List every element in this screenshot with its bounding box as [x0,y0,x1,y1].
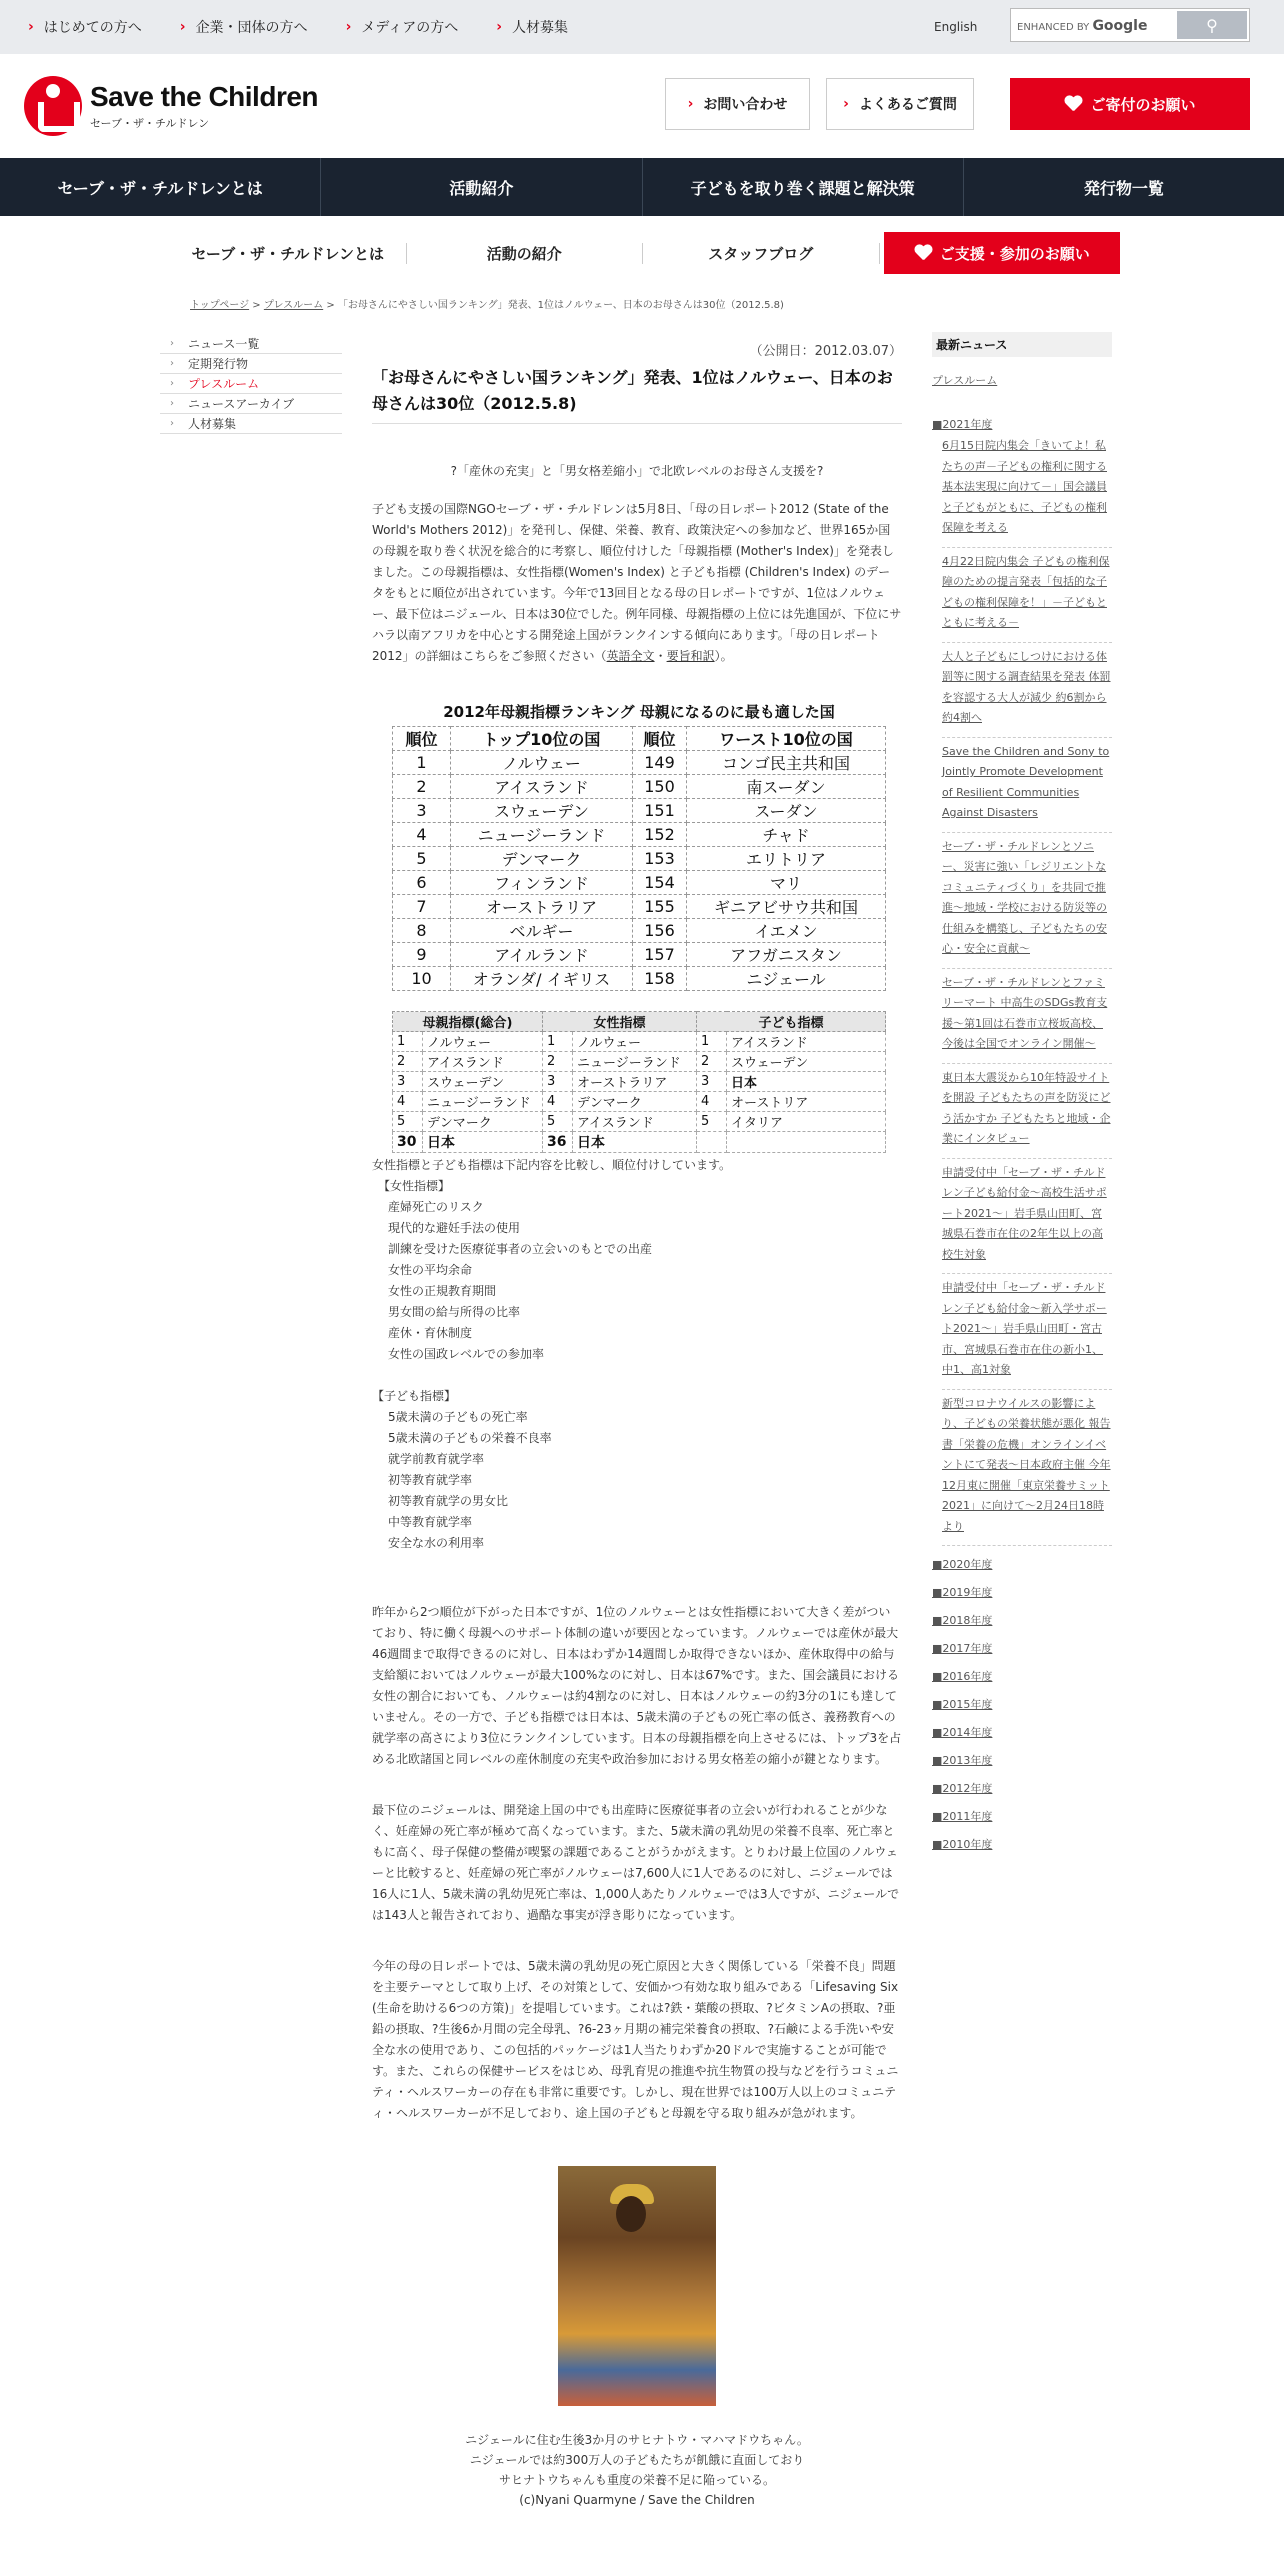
table-cell: 158 [633,967,687,991]
table-cell: 153 [633,847,687,871]
table-cell: イエメン [687,919,886,943]
list-item: 中等教育就学率 [388,1515,473,1529]
table-cell: エリトリア [687,847,886,871]
list-item: 女性の正規教育期間 [388,1284,497,1298]
table-cell: ニュージーランド [451,823,633,847]
table-cell: オランダ/ イギリス [451,967,633,991]
news-item-link[interactable]: 6月15日院内集会「きいてよ！私たちの声－子どもの権利に関する基本法実現に向けて－」国会議員と子どもがともに、子どもの権利保障を考える [942,436,1112,548]
table-cell [727,1132,886,1153]
table-cell: フィンランド [451,871,633,895]
table-cell: 154 [633,871,687,895]
table-cell: ベルギー [451,919,633,943]
leftnav-recruit[interactable] [160,414,342,434]
table-cell: 1 [543,1032,573,1052]
right-sidebar [932,332,1112,1852]
list-item: 女性の平均余命 [388,1263,473,1277]
top-link-recruit[interactable] [496,17,568,37]
table-header: トップ10位の国 [451,727,633,751]
chevron-right-icon: › [170,358,174,369]
leftnav-news-list[interactable] [160,334,342,354]
year-archive-link[interactable]: ■2010年度 [932,1838,993,1851]
table-row [393,1092,886,1112]
list-item: 訓練を受けた医療従事者の立会いのもとでの出産 [388,1242,653,1256]
caption-line: ニジェールでは約300万人の子どもたちが飢餓に直面しており [469,2453,805,2467]
table-cell: オーストリア [727,1092,886,1112]
separator: ・ [654,649,667,663]
list-item: 安全な水の利用率 [388,1536,485,1550]
english-link[interactable]: English [934,20,978,34]
chevron-right-icon: › [179,19,186,35]
child-index-items [372,1407,902,1554]
subnav-activities[interactable]: 活動の紹介 [407,243,644,264]
table-row [393,895,886,919]
table-cell: アイスランド [727,1032,886,1052]
table-cell: 5 [543,1112,573,1132]
leftnav-label: プレスルーム [188,377,260,391]
list-item: 現代的な避妊手法の使用 [388,1221,521,1235]
table-cell: ノルウェー [423,1032,543,1052]
leftnav-periodicals[interactable] [160,354,342,374]
article-paragraph: 最下位のニジェールは、開発途上国の中でも出産時に医療従事者の立会いが行われることが少なく、妊産婦の死亡率が極めて高くなっています。また、5歳未満の乳幼児の栄養不良率、死亡率ともに高く、母子保健の整備が喫緊の課題であることがうかがえます。とりわけ最上位国のノルウェーと比較すると、妊産婦の死亡率がノルウェーは7,600人に1人であるのに対し、ニジェールでは16人に1人、5歳未満の乳幼児死亡率は、1,000人あたりノルウェーでは3人ですが、ニジェールでは143人と報告されており、過酷な事実が浮き彫りになっています。 [372,1803,900,1922]
table-cell: スウェーデン [451,799,633,823]
summary-translation-link[interactable]: 要旨和訳 [666,649,715,663]
year-archive-link[interactable]: ■2017年度 [932,1642,993,1655]
year-archive-list [932,1556,1112,1852]
index-table-body [393,1032,886,1153]
paragraph-end: ）。 [714,649,733,663]
table-cell: 30 [393,1132,423,1153]
press-room-link[interactable]: プレスルーム [932,374,998,387]
top-link-label: はじめての方へ [43,20,142,36]
article-paragraph: 今年の母の日レポートでは、5歳未満の乳幼児の死亡原因と大きく関係している「栄養不良」問題を主要テーマとして取り上げ、その対策として、安価かつ有効な取り組みである「Lifesaving Six (生命を助ける6つの方策)」を提唱しています。これは?鉄・葉酸の摂取、?ビタミンAの摂取、?亜鉛の摂取、?生後6か月間の完全母乳、?6-23ヶ月期の補完栄養食の摂取、?石鹸による手洗いや安全な水の使用であり、この包括的パッケージは1人当たりわずか20ドルで実施することが可能です。また、これらの保健サービスをはじめ、母乳育児の推進や抗生物質の投与などを行うコミュニティ・ヘルスワーカーの存在も非常に重要です。しかし、現在世界では100万人以上のコミュニティ・ヘルスワーカーが不足しており、途上国の子どもと母親を守る取り組みが急がれます。 [372,1959,899,2120]
article-subtitle: ?「産休の充実」と「男女格差縮小」で北欧レベルのお母さん支援を? [450,464,824,478]
year-2021-link[interactable]: ■2021年度 [932,418,993,431]
support-label: ご支援・参加のお願い [939,244,1090,263]
leftnav-label: ニュース一覧 [188,337,260,351]
news-item-link[interactable]: 申請受付中「セーブ・ザ・チルドレン子ども給付金～新入学サポート2021～」岩手県山田町・宮古市、宮城県石巻市在住の新小1、中1、高1対象 [942,1278,1112,1390]
leftnav-label: 人材募集 [188,417,237,431]
table-cell: 1 [697,1032,727,1052]
table-cell: 4 [393,1092,423,1112]
subnav-staff-blog[interactable]: スタッフブログ [643,243,880,264]
table-header: 順位 [633,727,687,751]
face [616,2196,646,2232]
breadcrumb-press[interactable]: プレスルーム [263,300,324,311]
donate-button[interactable] [1010,78,1250,130]
table-cell: 4 [697,1092,727,1112]
top-link-label: メディアの方へ [361,20,459,36]
caption-line: ニジェールに住む生後3か月のサヒナトウ・マハマドウちゃん。 [465,2433,809,2447]
breadcrumb: トップページ > プレスルーム > 「お母さんにやさしい国ランキング」発表、1位はノルウェー、日本のお母さんは30位（2012.5.8) [190,300,784,311]
latest-news-heading: 最新ニュース [932,332,1112,357]
donate-label: ご寄付のお願い [1090,95,1196,114]
table-row [393,1112,886,1132]
table-cell: 南スーダン [687,775,886,799]
table-header: 子ども指標 [697,1012,886,1032]
chevron-right-icon: › [170,338,174,349]
google-brand: Google [1092,18,1148,34]
table-cell: オーストラリア [573,1072,697,1092]
table-cell: 1 [393,751,451,775]
list-item: 5歳未満の子どもの栄養不良率 [388,1431,552,1445]
table-cell: ニュージーランド [423,1092,543,1112]
table-header-row [393,1012,886,1032]
news-item-link[interactable]: 申請受付中「セーブ・ザ・チルドレン子ども給付金～高校生活サポート2021～」岩手県山田町、宮城県石巻市在住の2年生以上の高校生対象 [942,1163,1112,1275]
table-cell: アイスランド [573,1112,697,1132]
year-archive-link[interactable]: ■2014年度 [932,1726,993,1739]
leftnav-press-room[interactable] [160,374,342,394]
ranking-table-body [393,751,886,991]
caption-line: サヒナトウちゃんも重度の栄養不足に陥っている。 [498,2473,775,2487]
table-header: 母親指標(総合) [393,1012,543,1032]
mother-child-photo [558,2166,716,2406]
table-cell: 36 [543,1132,573,1153]
leftnav-label: 定期発行物 [188,357,249,371]
logo-icon [24,76,82,136]
top-link-media[interactable] [346,17,459,37]
news-item-link[interactable]: セーブ・ザ・チルドレンとファミリーマート 中高生のSDGs教育支援～第1回は石巻市立桜坂高校、今後は全国でオンライン開催～ [942,973,1112,1064]
contact-button[interactable] [665,78,810,130]
table-row [393,1032,886,1052]
leftnav-label: ニュースアーカイブ [188,397,295,411]
search-button[interactable] [1177,11,1247,39]
table-row [393,919,886,943]
top-link-label: 人材募集 [512,20,569,36]
top-link-beginners[interactable] [28,17,142,37]
table-cell: 日本 [727,1072,886,1092]
table-cell: チャド [687,823,886,847]
indicator-list [372,1155,902,1554]
table-cell: ギニアビサウ共和国 [687,895,886,919]
table-cell: デンマーク [423,1112,543,1132]
table-row [393,847,886,871]
table-cell: 3 [697,1072,727,1092]
index-table [392,1011,886,1153]
chevron-right-icon: › [28,19,34,35]
table-cell: ニジェール [687,967,886,991]
table-cell: デンマーク [451,847,633,871]
table-cell: アイルランド [451,943,633,967]
table-cell: 2 [697,1052,727,1072]
table-cell: 152 [633,823,687,847]
leftnav-news-archive[interactable] [160,394,342,414]
table-cell: 5 [393,847,451,871]
news-item-link[interactable]: セーブ・ザ・チルドレンとソニー、災害に強い「レジリエントなコミュニティづくり」を共同で推進～地域・学校における防災等の仕組みを構築し、子どもたちの安心・安全に貢献～ [942,837,1112,969]
table-cell: 6 [393,871,451,895]
women-index-items [372,1197,902,1365]
heart-icon [1064,96,1082,112]
photo-caption [372,2430,902,2510]
news-item-link[interactable]: 大人と子どもにしつけにおける体罰等に関する調査結果を発表 体罰を容認する大人が減少 約6割から約4割へ [942,647,1112,738]
table-cell: 日本 [423,1132,543,1153]
table-cell: デンマーク [573,1092,697,1112]
nav-publications[interactable]: 発行物一覧 [1083,178,1164,198]
paragraph-text: 子ども支援の国際NGOセーブ・ザ・チルドレンは5月8日、「母の日レポート2012 (State of the World's Mothers 2012)」を発刊し、保健、栄養、教育、政策決定への参加など、世界165か国の母親を取り巻く状況を総合的に考察し、順位付けした「母親指標 (Mother's Index)」を発表しました。この母親指標は、女性指標(Women's Index) と子ども指標 (Children's Index) のデータをもとに順位が出されています。今年で13回目となる母の日レポートですが、1位はノルウェー、最下位はニジェール、日本は30位でした。例年同様、母親指標の上位には先進国が、下位にサハラ以南アフリカを中心とする開発途上国がランクインする傾向にあります。「母の日レポート2012」の詳細はこちらをご参照ください（ [372,502,902,663]
table-cell: 4 [543,1092,573,1112]
table-cell: 5 [697,1112,727,1132]
logo-text-jp: セーブ・ザ・チルドレン [90,117,210,130]
news-item-link[interactable]: 新型コロナウイルスの影響により、子どもの栄養状態が悪化 報告書「栄養の危機」オンラインイベントにて発表～日本政府主催 今年12月東に開催「東京栄養サミット2021」に向けて～2月24日18時より [942,1394,1112,1547]
list-item: 初等教育就学の男女比 [388,1494,509,1508]
table-row [393,1052,886,1072]
contact-label: お問い合わせ [703,97,788,113]
table-cell: オーストラリア [451,895,633,919]
table-cell: 2 [393,1052,423,1072]
indicator-intro: 女性指標と子ども指標は下記内容を比較し、順位付けしています。 [372,1158,732,1172]
subnav-support-button[interactable] [884,232,1120,274]
article-paragraph: 昨年から2つ順位が下がった日本ですが、1位のノルウェーとは女性指標において大きく差がついており、特に働く母親へのサポート体制の違いが要因となっています。ノルウェーでは産休が最大46週間まで取得できるのに対し、日本はわずか14週間しか取得できないほか、産休取得中の給与支給額においてはノルウェーが最大100%なのに対し、日本は67%です。また、国会議員における女性の割合においても、ノルウェーは約4割なのに対し、日本はノルウェーの約3分の1にも達していません。その一方で、子ども指標では日本は、5歳未満の子どもの死亡率の低さ、義務教育への就学率の高さにより3位にランクインしています。日本の母親指標を向上させるには、トップ3を占める北欧諸国と同レベルの産休制度の充実や政治参加における男女格差の縮小が鍵となります。 [372,1605,902,1766]
site-header [0,54,1284,158]
search-hint: ENHANCED BY [1017,22,1090,33]
list-item: 女性の国政レベルでの参加率 [388,1347,545,1361]
chevron-right-icon: › [170,398,174,409]
article-title: 「お母さんにやさしい国ランキング」発表、1位はノルウェー、日本のお母さんは30位（2012.5.8) [372,365,902,424]
table-header: 女性指標 [543,1012,697,1032]
heart-icon [914,245,932,261]
year-archive-link[interactable]: ■2018年度 [932,1614,993,1627]
child-index-heading: 【子ども指標】 [372,1389,457,1403]
article [372,340,902,2510]
table-cell: 7 [393,895,451,919]
table-header: 順位 [393,727,451,751]
news-item-link[interactable]: Save the Children and Sony to Jointly Promote Development of Resilient Communities Against Disasters [942,742,1112,833]
table-cell: スウェーデン [423,1072,543,1092]
year-archive-link[interactable]: ■2019年度 [932,1586,993,1599]
publish-date: （公開日：2012.03.07） [749,344,902,359]
ranking-table-title: 2012年母親指標ランキング 母親になるのに最も適した国 [443,703,835,721]
list-item: 産婦死亡のリスク [388,1200,484,1214]
table-cell: ニュージーランド [573,1052,697,1072]
table-cell: 150 [633,775,687,799]
table-cell: 151 [633,799,687,823]
table-cell: ノルウェー [573,1032,697,1052]
search-input[interactable] [1011,9,1175,41]
top-link-label: 企業・団体の方へ [195,20,308,36]
news-item-link[interactable]: 東日本大震災から10年特設サイトを開設 子どもたちの声を防災にどう活かすか 子どもたちと地域・企業にインタビュー [942,1068,1112,1159]
chevron-right-icon: › [170,378,174,389]
table-cell: 日本 [573,1132,697,1153]
table-cell: マリ [687,871,886,895]
chevron-right-icon: › [345,19,352,35]
ranking-table [392,726,886,991]
table-cell: 157 [633,943,687,967]
table-cell: コンゴ民主共和国 [687,751,886,775]
table-cell: 4 [393,823,451,847]
chevron-right-icon: › [170,418,174,429]
table-cell: ノルウェー [451,751,633,775]
nav-about[interactable]: セーブ・ザ・チルドレンとは [0,158,321,216]
faq-label: よくあるご質問 [858,97,957,113]
news-list [932,436,1112,1546]
table-cell: 3 [543,1072,573,1092]
search-icon: ⚲ [1206,15,1218,35]
year-archive-link[interactable]: ■2012年度 [932,1782,993,1795]
table-row [393,751,886,775]
table-cell: 155 [633,895,687,919]
table-cell: アイスランド [451,775,633,799]
table-row [393,871,886,895]
table-row [393,775,886,799]
ranking-table-block [392,701,886,1153]
english-fulltext-link[interactable]: 英語全文 [606,649,655,663]
faq-button[interactable] [826,78,974,130]
table-cell [697,1132,727,1153]
news-item-link[interactable]: 4月22日院内集会 子どもの権利保障のための提言発表「包括的な子どもの権利保障を！」－子どもとともに考える－ [942,552,1112,643]
table-cell: 8 [393,919,451,943]
table-cell: 156 [633,919,687,943]
site-search [1010,8,1250,42]
table-cell: 149 [633,751,687,775]
list-item: 男女間の給与所得の比率 [388,1305,521,1319]
table-cell: アフガニスタン [687,943,886,967]
list-item: 産休・育休制度 [388,1326,473,1340]
table-row [393,1072,886,1092]
list-item: 就学前教育就学率 [388,1452,485,1466]
table-cell: 10 [393,967,451,991]
table-row [393,943,886,967]
table-cell: 2 [543,1052,573,1072]
main-navigation [0,158,1284,216]
table-header: ワースト10位の国 [687,727,886,751]
top-link-corporate[interactable] [180,17,308,37]
year-archive-link[interactable]: ■2015年度 [932,1698,993,1711]
article-paragraph [372,499,902,667]
table-row-japan [393,1132,886,1153]
list-item: 5歳未満の子どもの死亡率 [388,1410,528,1424]
sub-navigation [170,232,1120,274]
top-utility-bar [0,0,1284,54]
table-header-row [393,727,886,751]
caption-credit: (c)Nyani Quarmyne / Save the Children [519,2493,755,2507]
table-cell: アイスランド [423,1052,543,1072]
table-cell: スウェーデン [727,1052,886,1072]
breadcrumb-current: > 「お母さんにやさしい国ランキング」発表、1位はノルウェー、日本のお母さんは30位（2012.5.8) [323,300,784,311]
women-index-heading: 【女性指標】 [378,1179,451,1193]
table-row [393,823,886,847]
table-cell: 3 [393,1072,423,1092]
logo-text-en: Save the Children [90,81,319,112]
site-logo[interactable] [24,76,318,136]
nav-activities[interactable]: 活動紹介 [321,158,642,216]
year-archive-link[interactable]: ■2013年度 [932,1754,993,1767]
table-cell: 3 [393,799,451,823]
top-links [28,17,606,37]
table-cell: 9 [393,943,451,967]
chevron-right-icon: › [843,96,849,112]
breadcrumb-home[interactable]: トップページ [190,300,250,311]
table-row [393,799,886,823]
chevron-right-icon: › [496,19,503,35]
table-row [393,967,886,991]
table-cell: 2 [393,775,451,799]
year-archive-link[interactable]: ■2011年度 [932,1810,993,1823]
table-cell: 1 [393,1032,423,1052]
table-cell: 5 [393,1112,423,1132]
list-item: 初等教育就学率 [388,1473,473,1487]
chevron-right-icon: › [687,96,694,112]
year-archive-link[interactable]: ■2016年度 [932,1670,993,1683]
subnav-about[interactable]: セーブ・ザ・チルドレンとは [170,243,407,264]
nav-issues[interactable]: 子どもを取り巻く課題と解決策 [643,158,964,216]
left-sidebar-nav [160,334,342,434]
table-cell: イタリア [727,1112,886,1132]
year-archive-link[interactable]: ■2020年度 [932,1558,993,1571]
table-cell: スーダン [687,799,886,823]
